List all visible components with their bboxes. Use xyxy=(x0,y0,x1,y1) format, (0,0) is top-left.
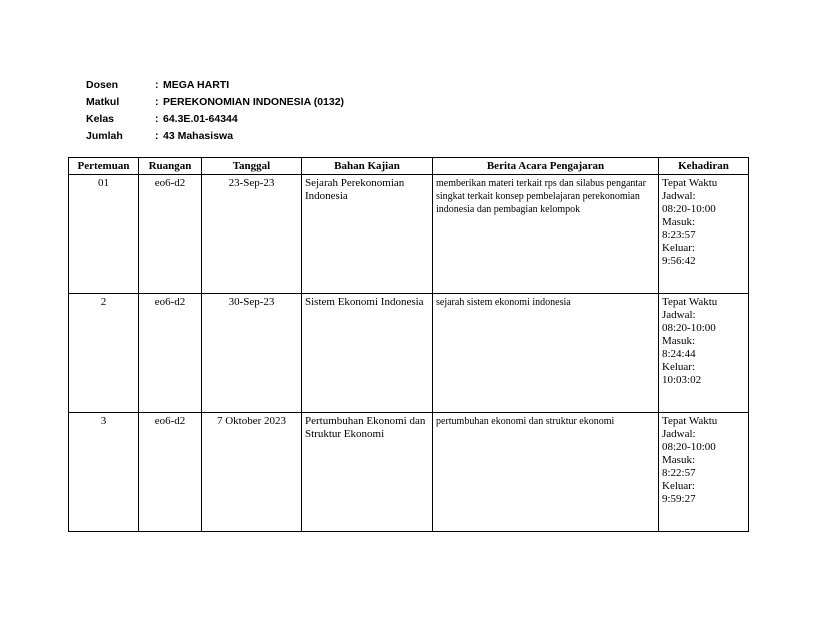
kelas-value: 64.3E.01-64344 xyxy=(163,113,238,125)
cell-kehadiran xyxy=(659,294,749,413)
kelas-row xyxy=(86,111,344,128)
column-header-ruangan: Ruangan xyxy=(139,158,202,175)
column-header-berita-acara: Berita Acara Pengajaran xyxy=(433,158,659,175)
cell-ruangan: eo6-d2 xyxy=(139,175,202,294)
dosen-separator: : xyxy=(155,79,159,91)
kelas-separator: : xyxy=(155,113,159,125)
attendance-masuk-label: Masuk: xyxy=(662,216,695,228)
table-row xyxy=(69,294,749,413)
cell-tanggal: 30-Sep-23 xyxy=(202,294,302,413)
attendance-keluar-label: Keluar: xyxy=(662,242,695,254)
attendance-jadwal-label: Jadwal: xyxy=(662,309,696,321)
column-header-kehadiran: Kehadiran xyxy=(659,158,749,175)
teaching-log-table xyxy=(68,157,749,532)
attendance-jadwal: 08:20-10:00 xyxy=(662,441,716,453)
jumlah-row xyxy=(86,128,344,145)
cell-berita-acara: pertumbuhan ekonomi dan struktur ekonomi xyxy=(433,413,659,532)
attendance-status: Tepat Waktu xyxy=(662,177,718,189)
cell-kehadiran xyxy=(659,413,749,532)
column-header-pertemuan: Pertemuan xyxy=(69,158,139,175)
column-header-tanggal: Tanggal xyxy=(202,158,302,175)
matkul-label: Matkul xyxy=(86,96,120,108)
attendance-keluar-label: Keluar: xyxy=(662,361,695,373)
table-row xyxy=(69,413,749,532)
attendance-keluar-label: Keluar: xyxy=(662,480,695,492)
cell-kehadiran xyxy=(659,175,749,294)
cell-tanggal: 7 Oktober 2023 xyxy=(202,413,302,532)
dosen-value: MEGA HARTI xyxy=(163,79,230,91)
dosen-label: Dosen xyxy=(86,79,119,91)
attendance-status: Tepat Waktu xyxy=(662,296,718,308)
column-header-bahan-kajian: Bahan Kajian xyxy=(302,158,433,175)
cell-ruangan: eo6-d2 xyxy=(139,294,202,413)
attendance-keluar: 9:56:42 xyxy=(662,255,696,267)
attendance-jadwal: 08:20-10:00 xyxy=(662,203,716,215)
cell-pertemuan: 2 xyxy=(69,294,139,413)
attendance-masuk-label: Masuk: xyxy=(662,335,695,347)
kelas-label: Kelas xyxy=(86,113,115,125)
attendance-keluar: 10:03:02 xyxy=(662,374,702,386)
table-row xyxy=(69,175,749,294)
attendance-keluar: 9:59:27 xyxy=(662,493,696,505)
attendance-masuk: 8:24:44 xyxy=(662,348,696,360)
cell-bahan-kajian: Sejarah Perekonomian Indonesia xyxy=(302,175,433,294)
attendance-masuk-label: Masuk: xyxy=(662,454,695,466)
course-info-header xyxy=(86,77,344,145)
cell-berita-acara: sejarah sistem ekonomi indonesia xyxy=(433,294,659,413)
cell-berita-acara: memberikan materi terkait rps dan silabus pengantar singkat terkait konsep pembelajaran perekonomian indonesia dan pembagian kelompok xyxy=(433,175,659,294)
cell-bahan-kajian: Sistem Ekonomi Indonesia xyxy=(302,294,433,413)
attendance-jadwal-label: Jadwal: xyxy=(662,428,696,440)
cell-ruangan: eo6-d2 xyxy=(139,413,202,532)
attendance-jadwal-label: Jadwal: xyxy=(662,190,696,202)
table-header-row xyxy=(69,158,749,175)
matkul-row xyxy=(86,94,344,111)
attendance-jadwal: 08:20-10:00 xyxy=(662,322,716,334)
jumlah-separator: : xyxy=(155,130,159,142)
cell-pertemuan: 01 xyxy=(69,175,139,294)
attendance-masuk: 8:22:57 xyxy=(662,467,696,479)
cell-bahan-kajian: Pertumbuhan Ekonomi dan Struktur Ekonomi xyxy=(302,413,433,532)
cell-pertemuan: 3 xyxy=(69,413,139,532)
dosen-row xyxy=(86,77,344,94)
attendance-status: Tepat Waktu xyxy=(662,415,718,427)
jumlah-label: Jumlah xyxy=(86,130,123,142)
jumlah-value: 43 Mahasiswa xyxy=(163,130,234,142)
matkul-separator: : xyxy=(155,96,159,108)
cell-tanggal: 23-Sep-23 xyxy=(202,175,302,294)
attendance-masuk: 8:23:57 xyxy=(662,229,696,241)
matkul-value: PEREKONOMIAN INDONESIA (0132) xyxy=(163,96,345,108)
